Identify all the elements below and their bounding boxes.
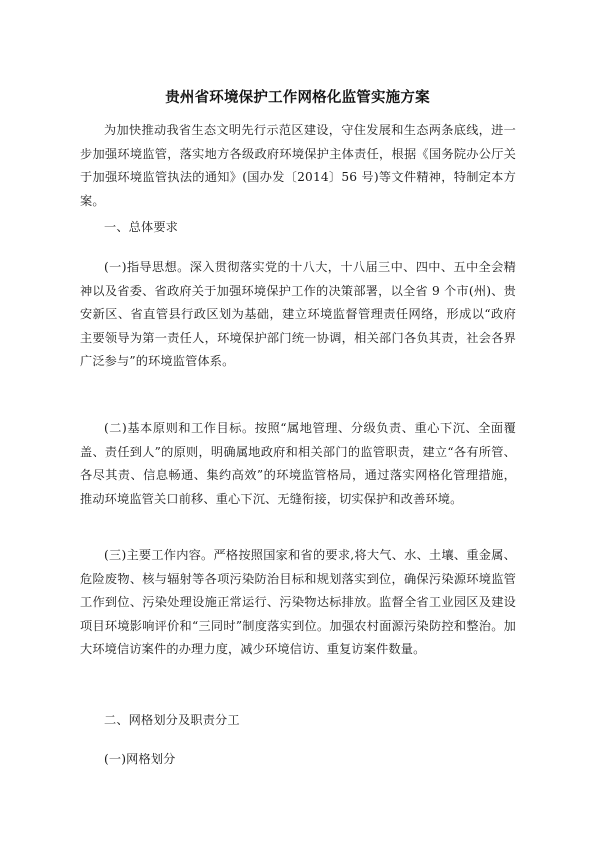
paragraph-main-work: (三)主要工作内容。严格按照国家和省的要求,将大气、水、土壤、重金属、危险废物、核与辐射等各项污染防治目标和规划落实到位，确保污染源环境监管工作到位、污染处理设施正常运行、污染物达标排放。监督全省工业园区及建设项目环境影响评价和“三同时”制度落实到位。加强农村面源污染防控和整治。加大环境信访案件的办理力度，减少环境信访、重复访案件数量。 (80, 548, 516, 656)
section-heading-general-requirements: 一、总体要求 (104, 220, 179, 234)
paragraph-principles-and-goals: (二)基本原则和工作目标。按照“属地管理、分级负责、重心下沉、全面覆盖、责任到人”的原则，明确属地政府和相关部门的监管职责，建立“各有所管、各尽其责、信息畅通、集约高效”的环境监管格局，通过落实网格化管理措施，推动环境监管关口前移、重心下沉、无缝衔接，切实保护和改善环境。 (80, 421, 516, 506)
paragraph-guiding-ideology: (一)指导思想。深入贯彻落实党的十八大，十八届三中、四中、五中全会精神以及省委、省政府关于加强环境保护工作的决策部署，以全省 9 个市(州)、贵安新区、省直管县行政区划为基础，建立环境监督管理责任网络，形成以“政府主要领导为第一责任人，环境保护部门统一协调，相关部门各负其责，社会各界广泛参与”的环境监管体系。 (80, 260, 516, 368)
document-title: 贵州省环境保护工作网格化监管实施方案 (165, 90, 430, 106)
section-heading-grid-division: 二、网格划分及职责分工 (104, 713, 240, 727)
intro-paragraph: 为加快推动我省生态文明先行示范区建设，守住发展和生态两条底线，进一步加强环境监管，落实地方各级政府环境保护主体责任，根据《国务院办公厅关于加强环境监管执法的通知》(国办发〔2014〕56 号)等文件精神，特制定本方案。 (80, 123, 516, 208)
subheading-grid-division: (一)网格划分 (104, 752, 176, 766)
